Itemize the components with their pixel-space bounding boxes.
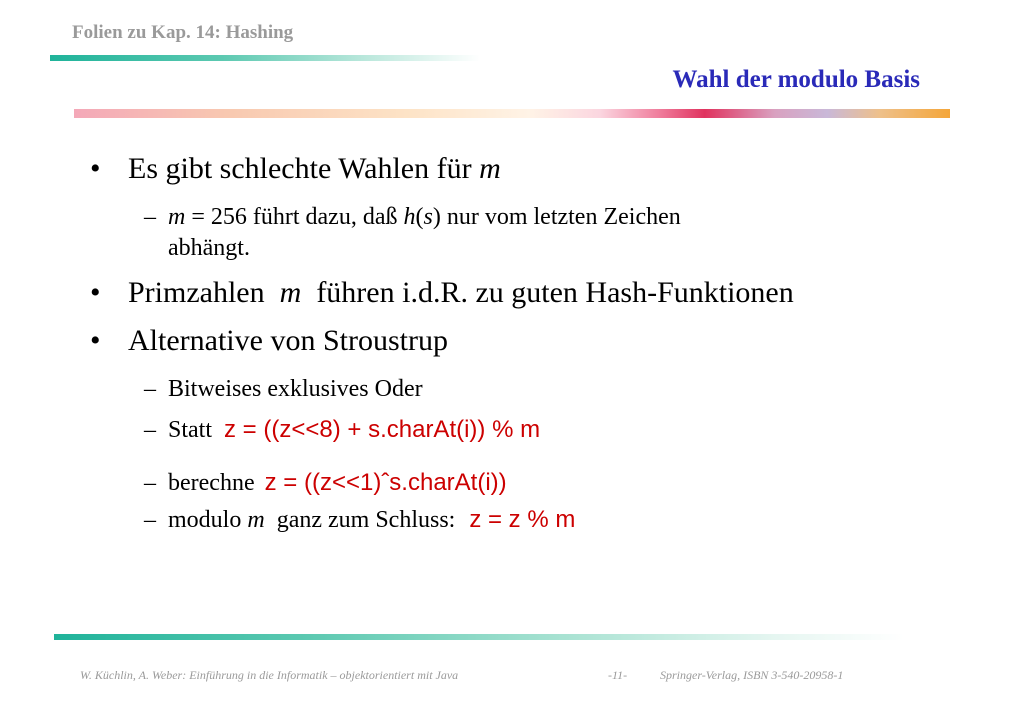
sub-4-code: z = ((z<<1)ˆs.charAt(i)) [264,469,507,496]
sub-item-3 [144,415,540,445]
slide-title: Wahl der modulo Basis [672,66,920,93]
sub-5-text-a: modulo [168,507,248,533]
dash-glyph: – [144,507,156,533]
sub-item-2 [144,374,423,404]
dash-glyph: – [144,417,156,443]
bullet-glyph: • [90,324,101,357]
bullet-3-text: Alternative von Stroustrup [128,324,448,357]
sub-1-paren: ( [415,204,424,230]
sub-1-text-b: ) nur vom letzten Zeichen [432,204,681,230]
bullet-2-text-b: führen i.d.R. zu guten Hash-Funktionen [301,276,794,309]
sub-1-var-m: m [168,204,186,230]
bullet-2-var: m [279,276,302,309]
footer-authors: W. Küchlin, A. Weber: Einführung in die Informatik – objektorientiert mit Java [80,668,459,682]
sub-3-code: z = ((z<<8) + s.charAt(i)) % m [224,416,541,443]
sub-5-text-b: ganz zum Schluss: [264,507,456,533]
footer-page-number: -11- [608,668,628,682]
bullet-item-3 [90,324,448,358]
sub-1-text-a: = 256 führt dazu, daß [185,204,404,230]
bullet-1-text: Es gibt schlechte Wahlen für [128,152,480,185]
sub-item-1 [144,202,681,232]
header-left-title: Folien zu Kap. 14: Hashing [72,22,294,43]
dash-glyph: – [144,204,156,230]
header-green-bar [50,55,480,61]
sub-4-label: berechne [168,470,255,496]
sub-2-text: Bitweises exklusives Oder [168,376,423,402]
bullet-item-1 [90,152,501,186]
sub-1-var-h: h [403,204,416,230]
sub-5-var: m [247,507,265,533]
sub-item-1-line2: abhängt. [168,235,250,261]
dash-glyph: – [144,376,156,402]
footer-green-bar [54,634,904,640]
footer-publisher: Springer-Verlag, ISBN 3-540-20958-1 [660,668,844,682]
bullet-1-var: m [479,152,501,185]
sub-5-code: z = z % m [469,506,576,533]
sub-item-4 [144,468,507,498]
bullet-glyph: • [90,152,101,185]
bullet-2-text-a: Primzahlen [128,276,280,309]
sub-1-var-s: s [423,204,433,230]
bullet-item-2 [90,276,794,310]
header-stripe-bar [74,109,950,118]
sub-item-5 [144,505,575,535]
sub-3-label: Statt [168,417,213,443]
bullet-glyph: • [90,276,101,309]
dash-glyph: – [144,470,156,496]
